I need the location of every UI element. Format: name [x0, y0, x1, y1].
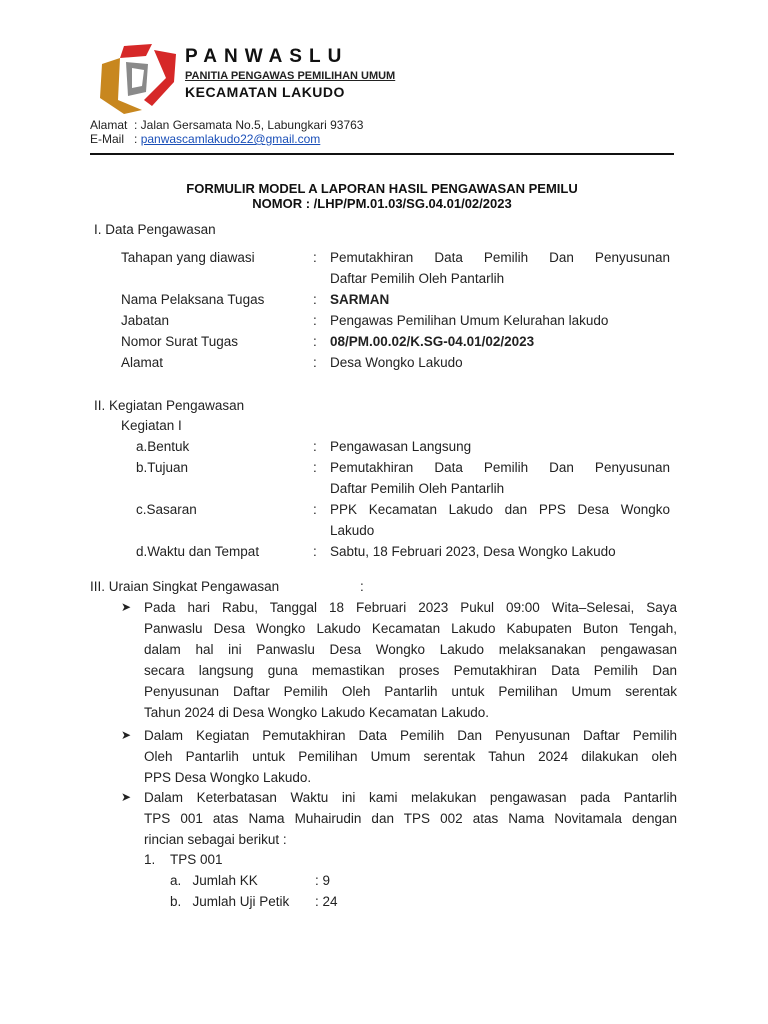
field-label-tahapan: Tahapan yang diawasi	[121, 250, 255, 265]
field-sep: :	[313, 334, 317, 349]
tps-item-label: b. Jumlah Uji Petik	[170, 894, 290, 909]
address-label: Alamat	[90, 118, 128, 132]
field-label-nomor-surat: Nomor Surat Tugas	[121, 334, 239, 349]
bullet-paragraph-3	[144, 787, 677, 850]
field-sep: :	[313, 502, 317, 517]
field-value-alamat: Desa Wongko Lakudo	[330, 355, 463, 370]
field-label-alamat: Alamat	[121, 355, 164, 370]
section-3-sep: :	[360, 579, 364, 594]
field-value-nomor-surat: 08/PM.00.02/K.SG-04.01/02/2023	[330, 334, 535, 349]
field-value-waktu: Sabtu, 18 Februari 2023, Desa Wongko Lakudo	[330, 544, 616, 559]
field-value-nama: SARMAN	[330, 292, 390, 307]
field-value-tahapan-line2: Daftar Pemilih Oleh Pantarlih	[330, 271, 505, 286]
field-label-tujuan: b.Tujuan	[136, 460, 189, 475]
logo-red-shape-right	[144, 50, 176, 106]
bullet-paragraph-2	[144, 725, 677, 788]
field-sep: :	[313, 544, 317, 559]
field-label-bentuk: a.Bentuk	[136, 439, 190, 454]
tps-item-label: a. Jumlah KK	[170, 873, 258, 888]
section-1-heading: I. Data Pengawasan	[94, 222, 216, 237]
form-number: NOMOR : /LHP/PM.01.03/SG.04.01/02/2023	[252, 196, 512, 211]
field-value-sasaran-line1: PPK Kecamatan Lakudo dan PPS Desa Wongko	[330, 502, 670, 517]
field-label-nama: Nama Pelaksana Tugas	[121, 292, 265, 307]
field-sep: :	[313, 313, 317, 328]
arrow-bullet-icon: ➤	[121, 728, 132, 742]
bullet-paragraph-1	[144, 597, 677, 723]
org-name: PANWASLU	[185, 46, 349, 67]
field-value-tahapan-line1: Pemutakhiran Data Pemilih Dan Penyusunan	[330, 250, 670, 265]
paragraph-line: TPS 001 atas Nama Muhairudin dan TPS 002 atas Nama Novitamala dengan	[144, 811, 677, 826]
tps-item-value: : 24	[315, 894, 338, 909]
paragraph-line: Penyusunan Daftar Pemilih Oleh Pantarlih untuk Pemilihan Umum serentak	[144, 684, 677, 699]
tps-item-value: : 9	[315, 873, 331, 888]
field-sep: :	[313, 292, 317, 307]
field-value-jabatan: Pengawas Pemilihan Umum Kelurahan lakudo	[330, 313, 609, 328]
field-label-sasaran: c.Sasaran	[136, 502, 197, 517]
paragraph-line: Dalam Kegiatan Pemutakhiran Data Pemilih Dan Penyusunan Daftar Pemilih	[144, 728, 677, 743]
field-sep: :	[313, 355, 317, 370]
activity-heading: Kegiatan I	[121, 418, 182, 433]
field-sep: :	[313, 439, 317, 454]
paragraph-line: rincian sebagai berikut :	[144, 832, 287, 847]
field-value-sasaran-line2: Lakudo	[330, 523, 375, 538]
paragraph-line: Dalam Keterbatasan Waktu ini kami melakukan pengawasan pada Pantarlih	[144, 790, 677, 805]
field-value-tujuan-line2: Daftar Pemilih Oleh Pantarlih	[330, 481, 505, 496]
section-2-heading: II. Kegiatan Pengawasan	[94, 398, 245, 413]
paragraph-line: Tahun 2024 di Desa Wongko Lakudo Kecamatan Lakudo.	[144, 705, 489, 720]
section-3-heading: III. Uraian Singkat Pengawasan	[90, 579, 280, 594]
tps-heading: 1. TPS 001	[144, 852, 223, 867]
field-value-bentuk: Pengawasan Langsung	[330, 439, 472, 454]
field-label-jabatan: Jabatan	[121, 313, 170, 328]
paragraph-line: Pada hari Rabu, Tanggal 18 Februari 2023 Pukul 09:00 Wita–Selesai, Saya	[144, 600, 677, 615]
paragraph-line: Oleh Pantarlih untuk Pemilihan Umum serentak Tahun 2024 dilakukan oleh	[144, 749, 677, 764]
panwaslu-logo	[96, 42, 180, 114]
header-divider	[90, 153, 674, 155]
email-label: E-Mail	[90, 132, 125, 146]
paragraph-line: dalam hal ini Panwaslu Desa Wongko Lakudo melaksanakan pengawasan	[144, 642, 677, 657]
email-row	[90, 132, 320, 146]
email-separator: :	[134, 132, 138, 146]
field-label-waktu: d.Waktu dan Tempat	[136, 544, 260, 559]
form-title: FORMULIR MODEL A LAPORAN HASIL PENGAWASAN PEMILU	[186, 181, 578, 196]
email-link[interactable]: panwascamlakudo22@gmail.com	[140, 132, 321, 146]
paragraph-line: secara langsung guna memastikan proses Pemutakhiran Data Pemilih Dan	[144, 663, 677, 678]
field-sep: :	[313, 460, 317, 475]
arrow-bullet-icon: ➤	[121, 790, 132, 804]
address-row	[90, 118, 363, 132]
address-value: : Jalan Gersamata No.5, Labungkari 93763	[134, 118, 364, 132]
paragraph-line: Panwaslu Desa Wongko Lakudo Kecamatan Lakudo Kabupaten Buton Tengah,	[144, 621, 677, 636]
paragraph-line: PPS Desa Wongko Lakudo.	[144, 770, 312, 785]
org-district: KECAMATAN LAKUDO	[185, 84, 345, 100]
logo-red-shape-top	[120, 44, 152, 58]
org-subtitle: PANITIA PENGAWAS PEMILIHAN UMUM	[185, 70, 396, 82]
field-sep: :	[313, 250, 317, 265]
arrow-bullet-icon: ➤	[121, 600, 132, 614]
field-value-tujuan-line1: Pemutakhiran Data Pemilih Dan Penyusunan	[330, 460, 670, 475]
